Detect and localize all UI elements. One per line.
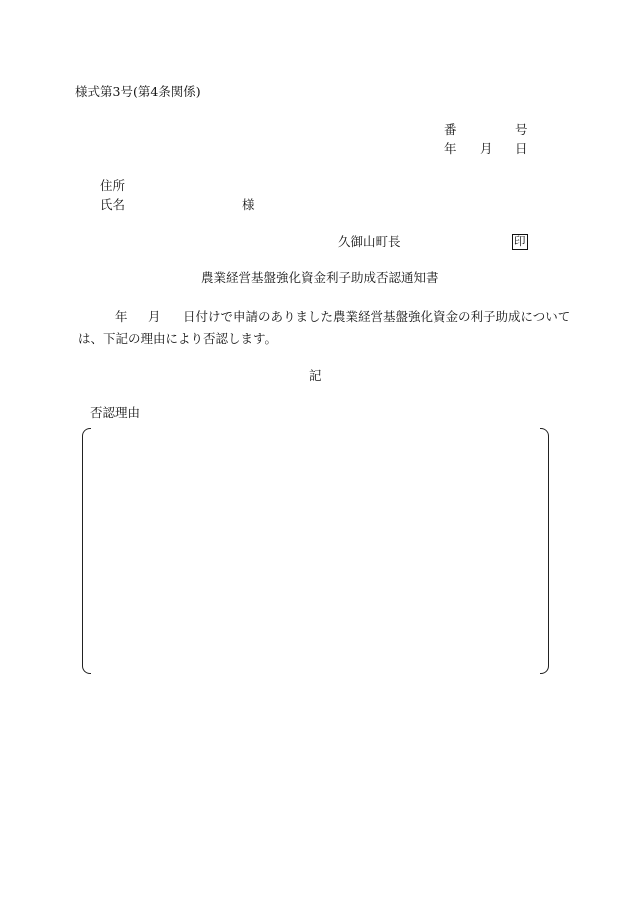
body-line2-text: は、下記の理由により否認します。 xyxy=(78,331,278,346)
number-go-label: 号 xyxy=(515,122,528,137)
document-title: 農業経営基盤強化資金利子助成否認通知書 xyxy=(201,270,439,285)
seal-stamp xyxy=(512,234,528,250)
reason-label: 否認理由 xyxy=(90,405,141,420)
body-year-label: 年 xyxy=(115,309,128,324)
address-label: 住所 xyxy=(100,178,126,193)
date-day-label: 日 xyxy=(515,141,528,156)
honorific-sama: 様 xyxy=(242,197,255,212)
issuer-title: 久御山町長 xyxy=(338,234,401,249)
body-month-label: 月 xyxy=(148,309,161,324)
ki-heading: 記 xyxy=(309,368,322,383)
reason-bracket-right xyxy=(540,428,549,674)
date-year-label: 年 xyxy=(444,141,457,156)
name-label: 氏名 xyxy=(100,197,126,212)
body-line1-text: 日付けで申請のありました農業経営基盤強化資金の利子助成について xyxy=(183,309,571,324)
form-label: 様式第3号(第4条関係) xyxy=(75,84,201,99)
seal-stamp-label: 印 xyxy=(514,234,526,248)
date-month-label: 月 xyxy=(480,141,493,156)
reason-bracket-left xyxy=(82,428,91,674)
number-ban-label: 番 xyxy=(444,122,457,137)
